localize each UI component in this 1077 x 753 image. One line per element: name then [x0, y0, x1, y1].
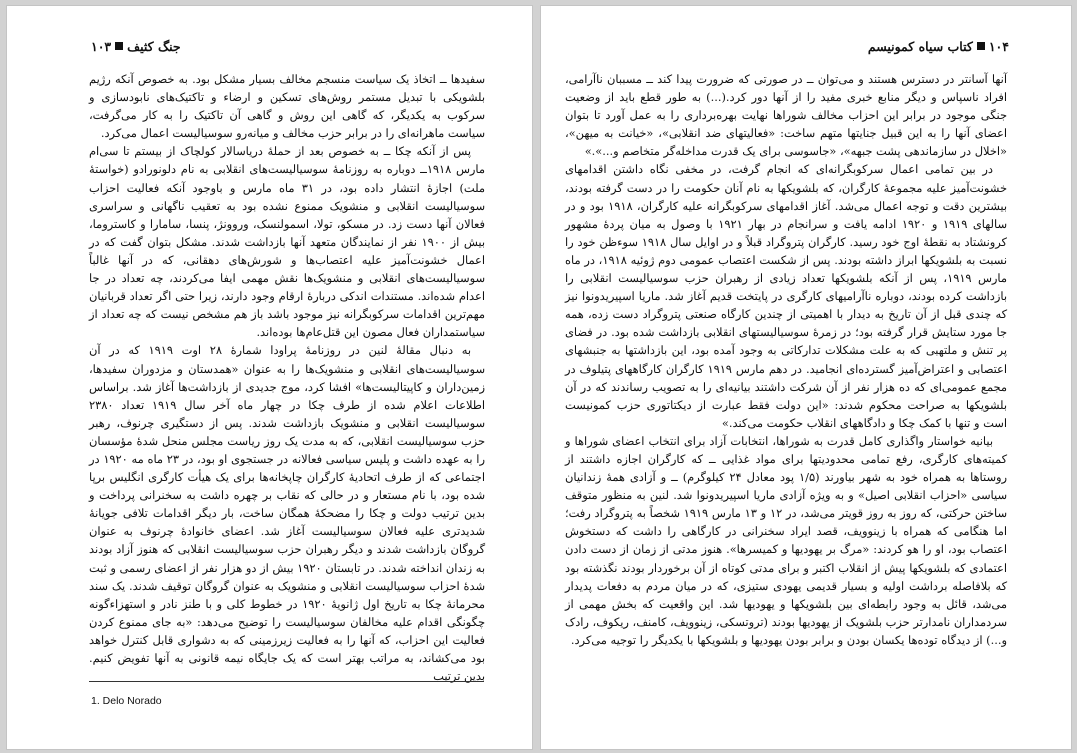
running-title: کتاب سیاه کمونیسم [867, 38, 973, 54]
square-bullet-icon [115, 42, 123, 50]
paragraph: به دنبال مقالهٔ لنین در روزنامهٔ پراودا شمارهٔ ۲۸ اوت ۱۹۱۹ که در آن سوسیالیست‌های انقلابی و منشویک‌ها را به عنوان «همدستان و مزدوران سفیدها، زمین‌داران و کاپیتالیست‌ها» افشا کرد، موج جدیدی از بازداشت‌ها آغاز شد. براساس اطلاعات اعلام شده از طرف چکا در چهار ماه آخر سال ۱۹۱۹ تعداد ۲۳۸۰ سوسیالیست انقلابی و منشویک بازداشت شدند. پس از دستگیری چرنوف، رهبر حزب سوسیالیست انقلابی، که به مدت یک روز ریاست مجلس منحل شدهٔ مؤسسان را به عهده داشت و پلیس سیاسی فعالانه در جستجوی او بود، در ۲۳ ماه مه ۱۹۲۰ در اجتماعی که از طرف اتحادیهٔ کارگران چاپخانه‌ها برای یک هیأت کارگری انگلیس برپا شده بود، با نام مستعار و در حالی که نقاب بر چهره داشت به سخنرانی پرداخت و بدین ترتیب دولت و چکا را مضحکهٔ همگان ساخت، بار دیگر اقدامات تلافی جویانهٔ شدیدتری علیه فعالان سوسیالیست آغاز شد. اعضای خانوادهٔ چرنوف به عنوان گروگان بازداشت شدند و دیگر رهبران حزب سوسیالیست انقلابی که هنوز آزاد بودند به زندان انداخته شدند. در تابستان ۱۹۲۰ بیش از دو هزار نفر از اعضای رسمی و ثبت شدهٔ احزاب سوسیالیست انقلابی و منشویک به عنوان گروگان توقیف شدند. یک سند محرمانهٔ چکا به تاریخ اول ژانویهٔ ۱۹۲۰ در خطوط کلی و با طنز نادر و استهزاءگونه چگونگی اقدام علیه مخالفان سوسیالیست را توضیح می‌دهد: «به جای ممنوع کردن فعالیت این احزاب، که آنها را به فعالیت زیرزمینی که به دشواری قابل کنترل خواهد بود می‌کشاند، به مراتب بهتر است که یک جایگاه نیمه قانونی به آنها تفویض کنیم. بدین ترتیب [89, 343, 486, 684]
paragraph: آنها آسانتر در دسترس هستند و می‌توان ــ در صورتی که ضرورت پیدا کند ــ مسببان ناآرامی، افراد ناسپاس و دیگر منابع خبری مفید را از آنها دور کرد.(...) به طور قطع باید از وضعیت جنگی موجود در برابر این احزاب مخالف شوراها نهایت بهره‌برداری را به عمل آورد تا بتوان اعضای آنها را به این قبیل جنایتها متهم ساخت: «فعالیتهای ضد انقلابی»، «خیانت به میهن»، «اخلال در سازماندهی پشت جبهه»، «جاسوسی برای یک قدرت مداخله‌گر متخاصم و...».» [565, 72, 1007, 159]
page-number: ۱۰۳ [91, 38, 112, 54]
running-title: جنگ کثیف [127, 38, 181, 54]
body-text [89, 70, 485, 685]
footnote-divider [89, 681, 484, 682]
right-page [540, 5, 1072, 750]
footnote: 1. Delo Norado [91, 695, 162, 707]
left-page [6, 5, 533, 750]
square-bullet-icon [977, 42, 985, 50]
page-header [91, 36, 181, 56]
page-header [868, 36, 1009, 56]
page-number: ۱۰۴ [988, 38, 1009, 54]
body-text [565, 70, 1007, 649]
paragraph: در بین تمامی اعمال سرکوبگرانه‌ای که انجام گرفت، در مخفی نگاه داشتن اقدامهای خشونت‌آمیز علیه مجموعهٔ کارگران، که بلشویکها به نام آنان حکومت را در دست گرفته بودند، بیشترین دقت و توجه اعمال می‌شد. آغاز اقدامهای سرکوبگرانه علیه کارگران، ۱۹۱۸ بود و در سالهای ۱۹۱۹ و ۱۹۲۰ ادامه یافت و سرانجام در بهار ۱۹۲۱ با وصول به میان پردهٔ مشهور کرونشتاد به نقطهٔ اوج خود رسید. کارگران پتروگراد قبلاً و در اوایل سال ۱۹۱۸ سوءظن خود را نسبت به بلشویکها ابراز داشته بودند. پس از شکست اعتصاب عمومی دوم ژوئیه ۱۹۱۸، در ماه مارس ۱۹۱۹، پس از آنکه بلشویکها تعداد زیادی از رهبران حزب سوسیالیست انقلابی را بازداشت کرده بودند، دوباره ناآرامیهای کارگری در پایتخت قدیم آغاز شد. ماریا اسپیریدونوا نیز که چندی قبل از آن تاریخ به دیدار با اهمیتی از چندین کارگاه صنعتی پتروگراد دست زده، همه جا مورد ستایش قرار گرفته بود؛ در زمرهٔ سوسیالیستهای انقلابی بازداشت شده بود. در فضای پر تنش و ملتهبی که به علت مشکلات تدارکاتی به وجود آمده بود، این بازداشتها به جنبشهای اعتصابی و اعتراض‌آمیز گسترده‌ای انجامید. در دهم مارس ۱۹۱۹ کارگران کارگاههای پتیلوف در مجمع عمومی‌ای که ده هزار نفر از آن شرکت داشتند بیانیه‌ای را به تصویب رساندند که در آن بلشویکها به صراحت محکوم شدند: «این دولت فقط عبارت از دیکتاتوری حزب کمونیست است و تنها با کمک چکا و دادگاههای انقلاب حکومت می‌کند.» [565, 162, 1007, 430]
paragraph: بیانیه خواستار واگذاری کامل قدرت به شوراها، انتخابات آزاد برای انتخاب اعضای شوراها و کمیته‌های کارگری، رفع تمامی محدودیتها برای مواد غذایی ــ که کارگران اجازه داشتند از روستاها به همراه خود به شهر بیاورند (۱/۵ پود معادل ۲۴ کیلوگرم) ــ و آزادی همهٔ زندانیان سیاسی «احزاب انقلابی اصیل» و به ویژه آزادی ماریا اسپیریدونوا شد. لنین به منظور متوقف ساختن حرکتی، که روز به روز قویتر می‌شد، در ۱۲ و ۱۳ مارس ۱۹۱۹ شخصاً به پتروگراد رفت؛ اما هنگامی که همراه با زینوویف، قصد ایراد سخنرانی در کارگاهی را داشت که دستخوش اعتصاب بود، او را هو کردند: «مرگ بر یهودیها و کمیسرها». هنوز مدتی از زمان از دست دادن اعتمادی که بلشویکها پیش از انقلاب اکتبر و برای مدتی کوتاه از آن برخوردار بودند نگذشته بود که بلافاصله برداشت اولیه و بسیار قدیمی یهودی ستیزی، که در میان مردم به دفعات پدیدار می‌شد، قائل به وجود رابطه‌ای بین بلشویکها و یهودیها شد. این واقعیت که بخش مهمی از سردمداران نامدارتر حزب بلشویک از یهودیها بودند (تروتسکی، زینوویف، کامنف، ریکوف، رادک و...) از دیدگاه توده‌ها یکسان بودن و برابر بودن یهودیها و بلشویکها با یکدیگر را توجیه می‌کرد. [565, 433, 1008, 647]
paragraph: پس از آنکه چکا ــ به خصوص بعد از حملهٔ دریاسالار کولچاک از بیستم تا سی‌ام مارس ۱۹۱۸ــ دوباره به روزنامهٔ سوسیالیست‌های انقلابی به نام دلونورادو (خواستهٔ ملت) اجازهٔ انتشار داده بود، در ۳۱ ماه مارس و باوجود آنکه فعالیت احزاب سوسیالیست انقلابی و منشویک ممنوع نشده بود به تعقیب ناگهانی و سراسری فعالان آنها دست زد. در مسکو، تولا، اسمولنسک، وروونژ، پنسا، سامارا و کاستروما، بیش از ۱۹۰۰ نفر از نمایندگان متعهد آنها بازداشت شدند. مشکل بتوان گفت که در اعمال خشونت‌آمیز علیه اعتصاب‌ها و شورش‌های دهقانی، که در آنها غالباً سوسیالیست‌های انقلابی و منشویک‌ها نقش مهمی ایفا می‌کردند، چه تعداد در جا اعدام شده‌اند. مستندات اندکی دربارهٔ ارقام وجود دارند، زیرا حتی اگر تعداد قربانیان مهم‌ترین اقدامات سرکوبگرانه نیز موجود باشد باز هم مشخص نیست که چه تعداد از سیاستمداران فعال مصون این قتل‌عام‌ها بوده‌اند. [89, 144, 486, 340]
paragraph: سفیدها ــ اتخاذ یک سیاست منسجم مخالف بسیار مشکل بود. به خصوص آنکه رژیم بلشویکی با تبدیل مستمر روش‌های تسکین و ارضاء و تاکتیک‌های نابودسازی و سرکوب به یکدیگر، که گاهی این روش و گاهی آن تاکتیک را به کار می‌گرفت، سیاست ماهرانه‌ای را در برابر حزب مخالف و میانه‌رو سوسیالیست اعمال می‌کرد. [89, 72, 485, 141]
